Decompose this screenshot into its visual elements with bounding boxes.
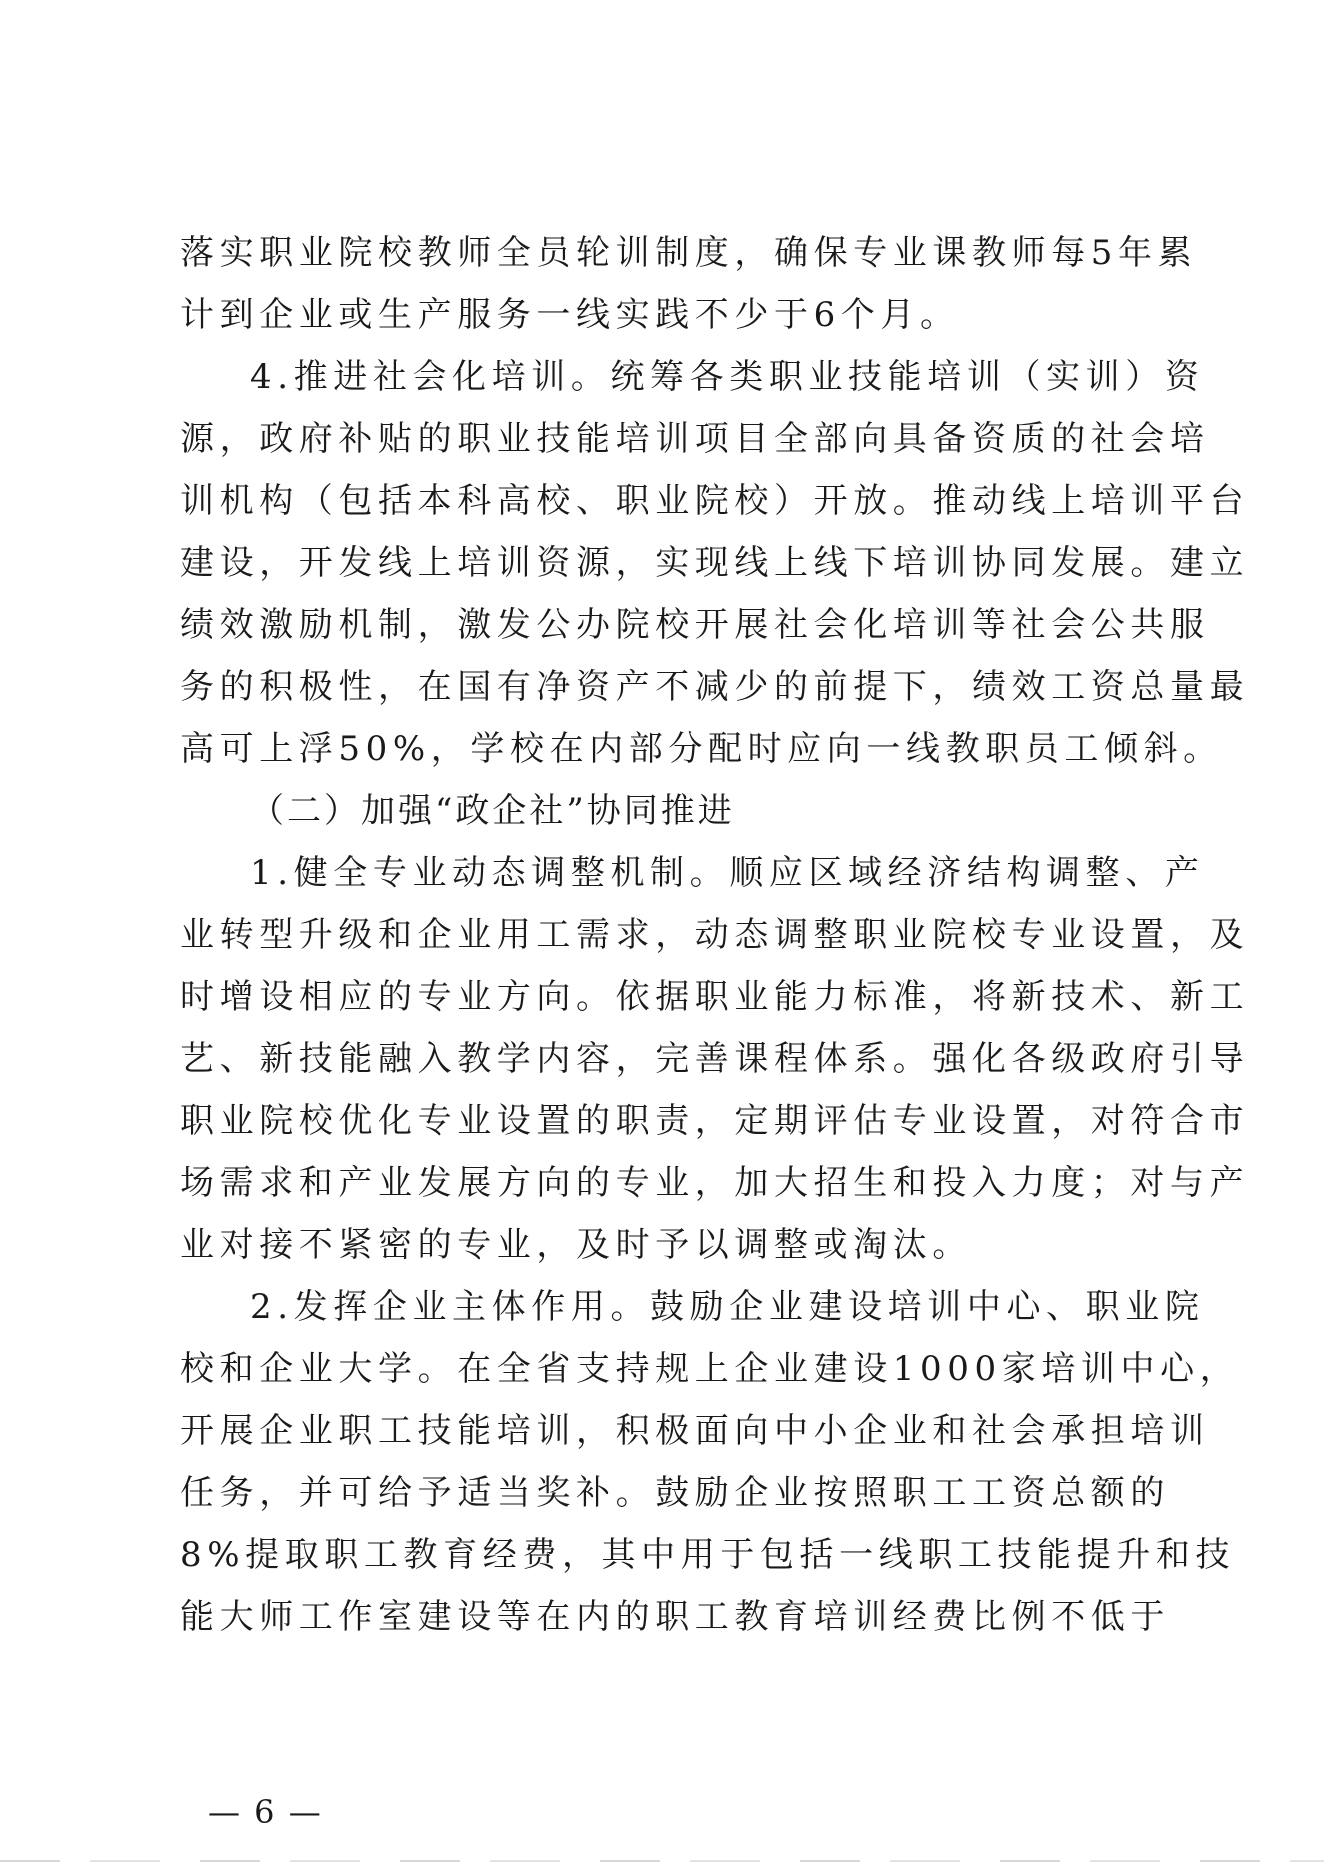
page-number: — 6 —: [208, 1793, 323, 1831]
text-line: 落实职业院校教师全员轮训制度，确保专业课教师每5年累: [180, 233, 1198, 273]
scan-edge-divider: [0, 1860, 1324, 1862]
text-line: 务的积极性，在国有净资产不减少的前提下，绩效工资总量最: [180, 667, 1250, 707]
text-line: 时增设相应的专业方向。依据职业能力标准，将新技术、新工: [180, 977, 1250, 1017]
text-line: 2.发挥企业主体作用。鼓励企业建设培训中心、职业院: [250, 1287, 1205, 1327]
text-line: 任务，并可给予适当奖补。鼓励企业按照职工工资总额的: [180, 1473, 1170, 1513]
text-line: 业转型升级和企业用工需求，动态调整职业院校专业设置，及: [180, 915, 1250, 955]
text-line: 建设，开发线上培训资源，实现线上线下培训协同发展。建立: [180, 543, 1250, 583]
text-line: 8%提取职工教育经费，其中用于包括一线职工技能提升和技: [180, 1535, 1236, 1575]
text-line: 4.推进社会化培训。统筹各类职业技能培训（实训）资: [250, 357, 1205, 397]
body-text: [180, 222, 1250, 1648]
text-line: 计到企业或生产服务一线实践不少于6个月。: [180, 295, 960, 335]
text-line: 绩效激励机制，激发公办院校开展社会化培训等社会公共服: [180, 605, 1210, 645]
text-line: 1.健全专业动态调整机制。顺应区域经济结构调整、产: [250, 853, 1205, 893]
text-line: 场需求和产业发展方向的专业，加大招生和投入力度；对与产: [180, 1163, 1250, 1203]
text-line: 能大师工作室建设等在内的职工教育培训经费比例不低于: [180, 1597, 1170, 1637]
text-line: 校和企业大学。在全省支持规上企业建设1000家培训中心，: [180, 1349, 1240, 1389]
text-line: 高可上浮50%，学校在内部分配时应向一线教职员工倾斜。: [180, 729, 1223, 769]
text-line: 源，政府补贴的职业技能培训项目全部向具备资质的社会培: [180, 419, 1210, 459]
text-line: 训机构（包括本科高校、职业院校）开放。推动线上培训平台: [180, 481, 1250, 521]
text-line: 业对接不紧密的专业，及时予以调整或淘汰。: [180, 1225, 972, 1265]
text-line: 艺、新技能融入教学内容，完善课程体系。强化各级政府引导: [180, 1039, 1250, 1079]
section-heading: （二）加强“政企社”协同推进: [250, 791, 735, 831]
text-line: 开展企业职工技能培训，积极面向中小企业和社会承担培训: [180, 1411, 1210, 1451]
text-line: 职业院校优化专业设置的职责，定期评估专业设置，对符合市: [180, 1101, 1250, 1141]
